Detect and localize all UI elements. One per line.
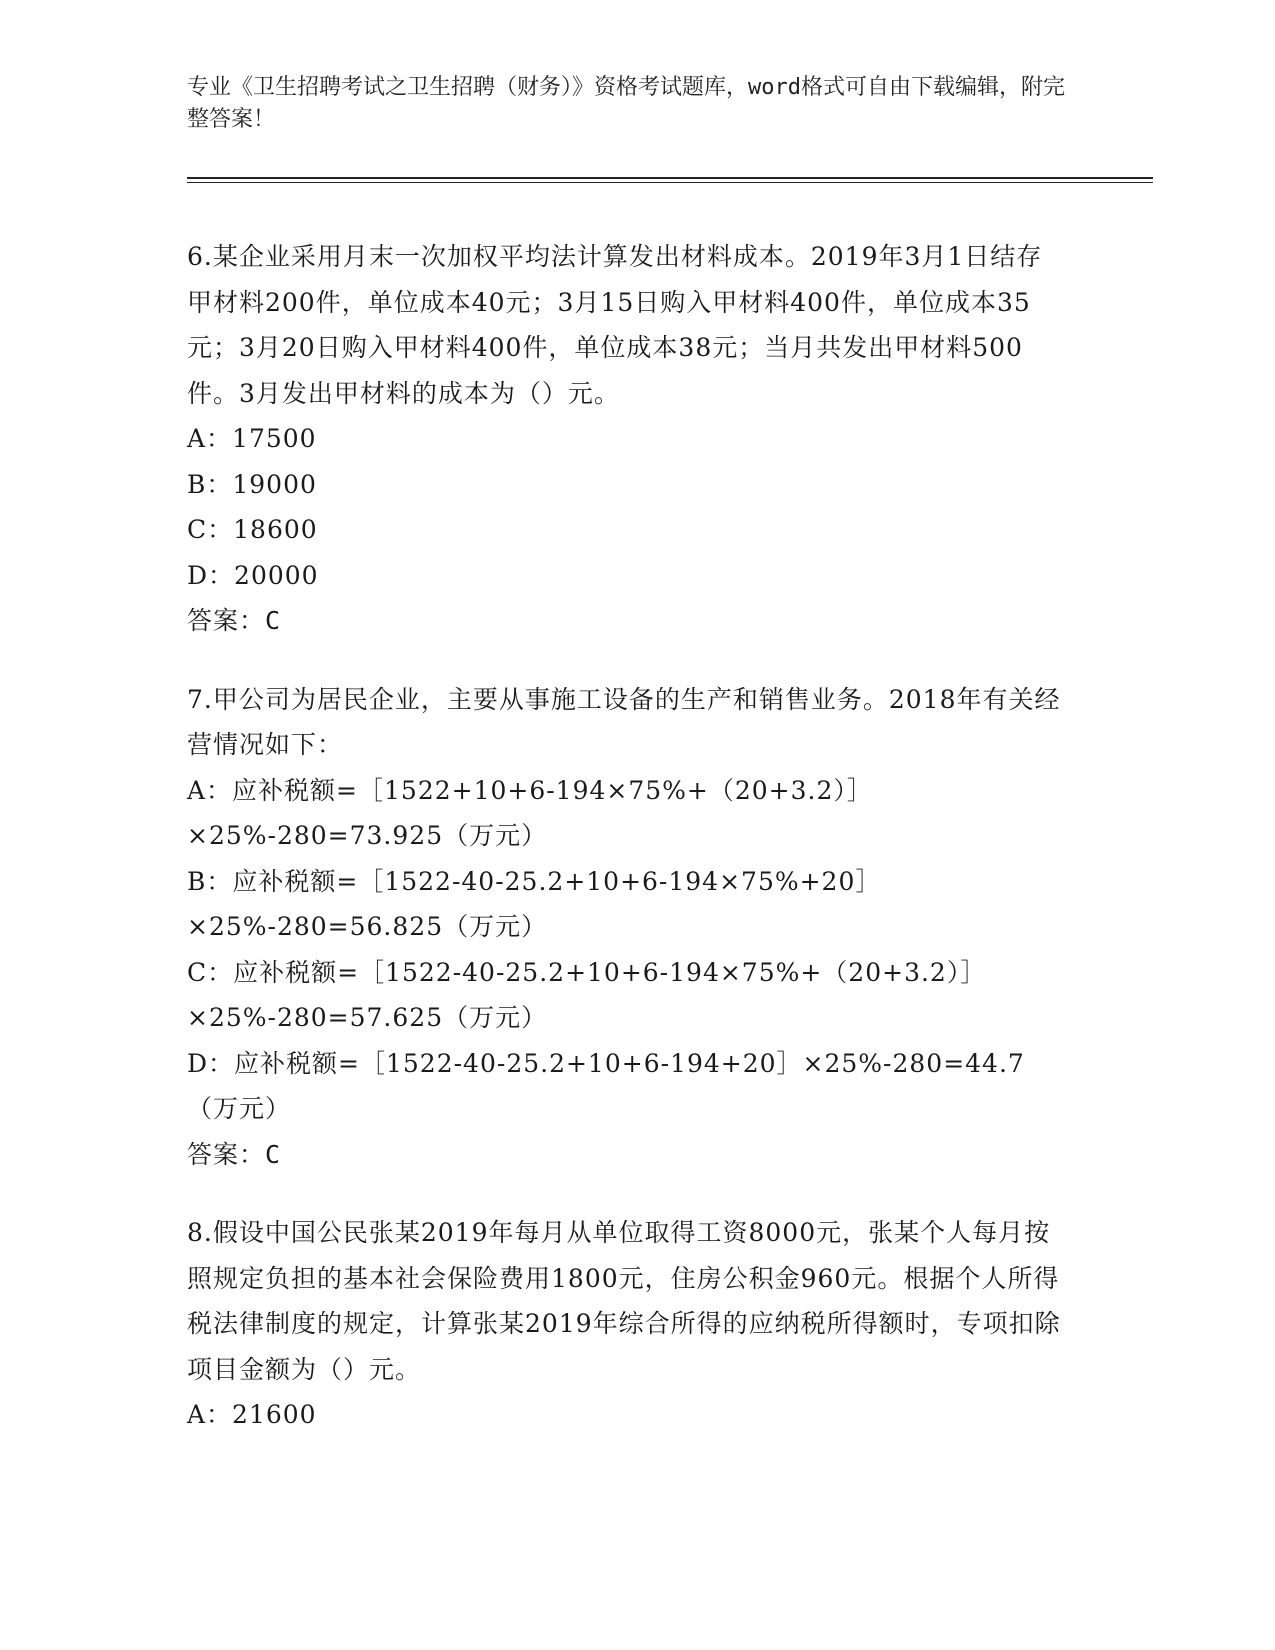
question-spacer: [187, 1177, 1067, 1210]
option-b: B：19000: [187, 469, 317, 499]
option-a: A：17500: [187, 424, 317, 453]
option-a: A：21600: [187, 1400, 317, 1429]
question-7: [187, 677, 1067, 1178]
header-divider: [187, 177, 1153, 183]
answer-label: 答案：C: [187, 606, 282, 635]
option-d: D：应补税额=［1522-40-25.2+10+6-194+20］×25%-280=44.7（万元）: [187, 1048, 1025, 1123]
question-stem: 8.假设中国公民张某2019年每月从单位取得工资8000元，张某个人每月按照规定负担的基本社会保险费用1800元，住房公积金960元。根据个人所得税法律制度的规定，计算张某2019年综合所得的应纳税所得额时，专项扣除项目金额为（）元。: [187, 1218, 1061, 1384]
question-spacer: [187, 644, 1067, 677]
question-stem: 6.某企业采用月末一次加权平均法计算发出材料成本。2019年3月1日结存甲材料200件，单位成本40元；3月15日购入甲材料400件，单位成本35元；3月20日购入甲材料400件，单位成本38元；当月共发出甲材料500件。3月发出甲材料的成本为（）元。: [187, 242, 1043, 408]
option-b: B：应补税额=［1522-40-25.2+10+6-194×75%+20］×25%-280=56.825（万元）: [187, 866, 882, 941]
question-stem: 7.甲公司为居民企业，主要从事施工设备的生产和销售业务。2018年有关经营情况如下：: [187, 684, 1061, 759]
option-c: C：应补税额=［1522-40-25.2+10+6-194×75%+（20+3.2）］×25%-280=57.625（万元）: [187, 957, 987, 1032]
answer-label: 答案：C: [187, 1139, 282, 1169]
page-header: 专业《卫生招聘考试之卫生招聘（财务）》资格考试题库，word格式可自由下载编辑，附完整答案！: [187, 75, 1065, 132]
question-8: [187, 1210, 1067, 1438]
option-d: D：20000: [187, 560, 319, 590]
question-list: [187, 234, 1067, 1438]
question-6: [187, 234, 1067, 644]
option-c: C：18600: [187, 515, 318, 544]
option-a: A：应补税额=［1522+10+6-194×75%+（20+3.2）］×25%-280=73.925（万元）: [187, 775, 873, 850]
